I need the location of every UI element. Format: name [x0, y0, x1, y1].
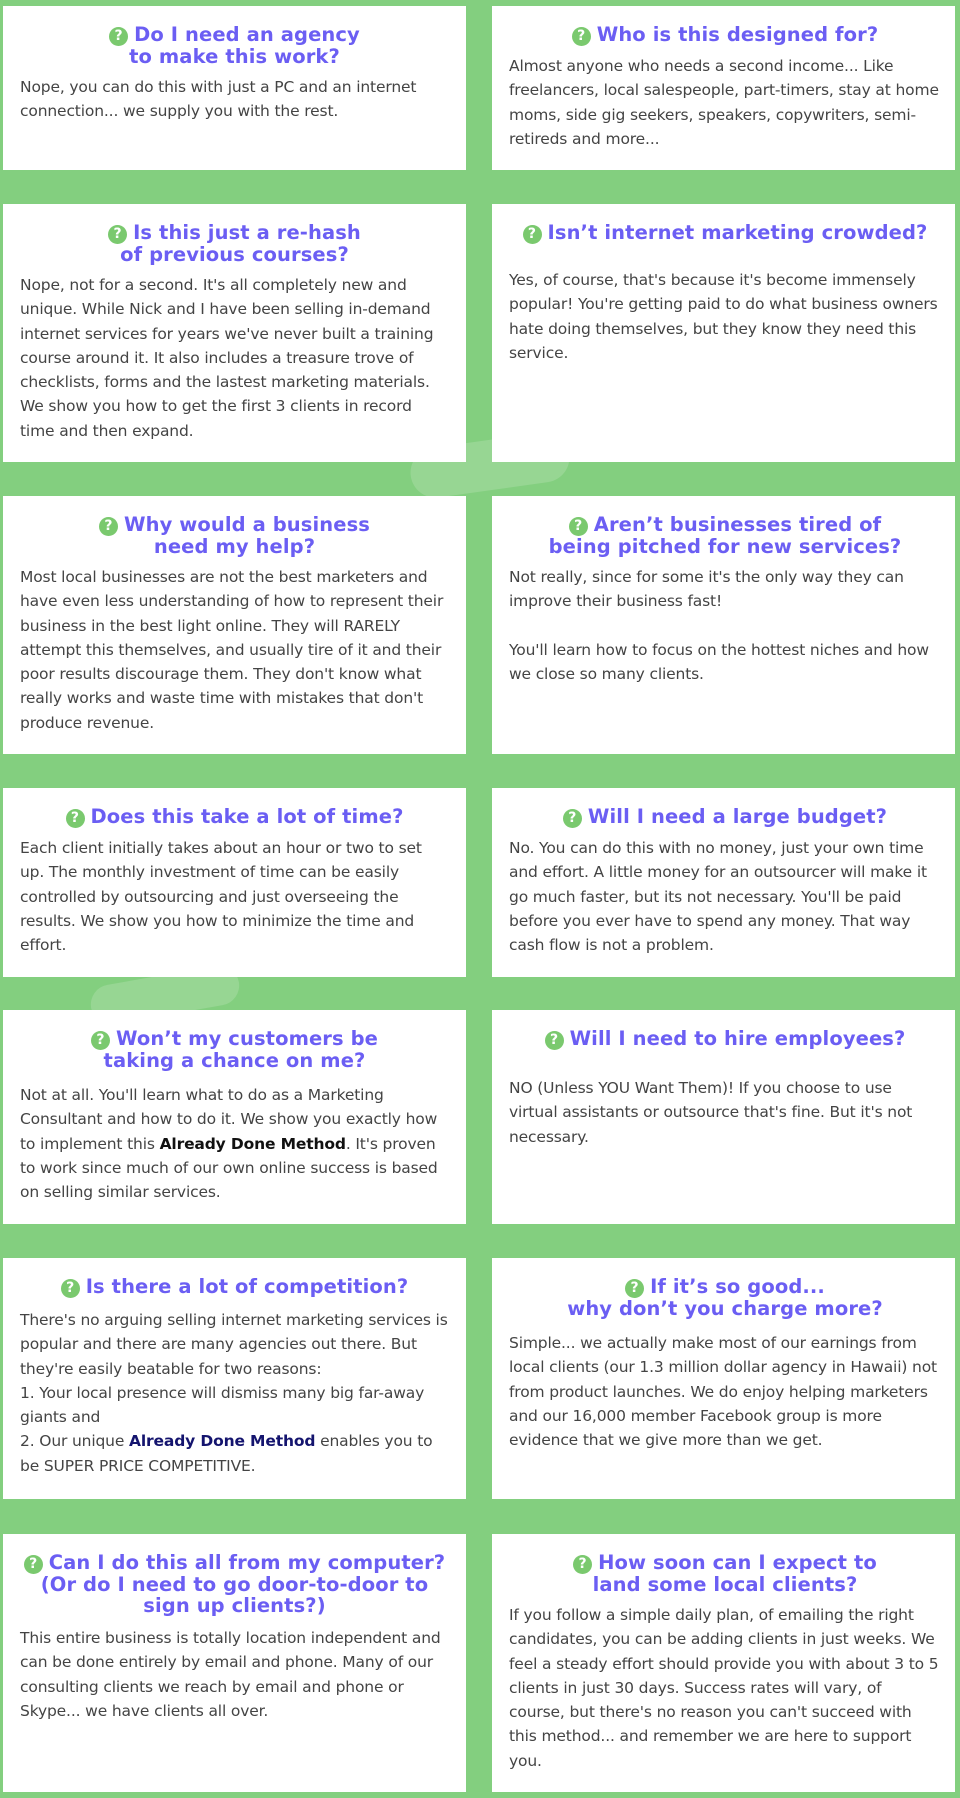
faq-question: ? Do I need an agency to make this work?	[20, 24, 449, 67]
faq-answer: Almost anyone who needs a second income... Like freelancers, local salespeople, part-timers, stay at home moms, side gig seekers, speakers, copywriters, semi-retireds and more...	[509, 57, 939, 148]
faq-question: ? Why would a business need my help?	[20, 514, 449, 557]
faq-answer: Not really, since for some it's the only way they can improve their business fast! You'll learn how to focus on the hottest niches and how we close so many clients.	[509, 568, 929, 683]
faq-question: ? Aren’t businesses tired of being pitched for new services?	[548, 513, 902, 558]
faq-answer: No. You can do this with no money, just your own time and effort. A little money for an outsourcer will make it go much faster, but its not necessary. You'll be paid before you ever have to spend any money. That way cash flow is not a problem.	[509, 839, 927, 955]
faq-card	[492, 1534, 955, 1792]
already-done-method-emphasis: Already Done Method	[129, 1432, 316, 1451]
faq-question: ? How soon can I expect to land some local clients?	[509, 1552, 941, 1595]
faq-card	[492, 788, 955, 977]
faq-answer: Each client initially takes about an hour or two to set up. The monthly investment of time can be easily controlled by outsourcing and just overseeing the results. We show you how to minimize the time and effort.	[20, 839, 422, 955]
faq-question: ? Can I do this all from my computer? (Or do I need to go door-to-door to sign up clients?)	[20, 1552, 449, 1616]
question-icon: ?	[109, 27, 128, 46]
faq-question: ? Won’t my customers be taking a chance on me?	[20, 1028, 449, 1071]
already-done-method-emphasis: Already Done Method	[159, 1134, 346, 1153]
faq-card	[492, 1258, 955, 1499]
question-icon: ?	[61, 1279, 80, 1298]
question-icon: ?	[572, 27, 591, 46]
question-icon: ?	[563, 809, 582, 828]
faq-answer: There's no arguing selling internet marketing services is popular and there are many agencies out there. But they're easily beatable for two reasons: 1. Your local presence will dismiss many big far-away giants and 2. Our unique Already Done Method enables you to be SUPER PRICE COMPETITIVE.	[20, 1311, 448, 1475]
faq-question: ? Will I need to hire employees?	[509, 1028, 941, 1050]
question-icon: ?	[99, 517, 118, 536]
faq-answer: Most local businesses are not the best marketers and have even less understanding of how to represent their business in the best light online. They will RARELY attempt this themselves, and usually tire of it and their poor results discourage them. They don't know what really works and waste time with mistakes that don't produce revenue.	[20, 568, 444, 732]
faq-card	[492, 1010, 955, 1224]
question-icon: ?	[625, 1279, 644, 1298]
question-icon: ?	[91, 1031, 110, 1050]
faq-answer: Simple... we actually make most of our earnings from local clients (our 1.3 million dollar agency in Hawaii) not from product launches. We do enjoy helping marketers and our 16,000 member Facebook group is more evidence that we give more than we get.	[509, 1334, 937, 1450]
question-icon: ?	[573, 1555, 592, 1574]
faq-answer: NO (Unless YOU Want Them)! If you choose to use virtual assistants or outsource that's fine. But it's not necessary.	[509, 1079, 913, 1146]
faq-question: ? Is this just a re-hash of previous courses?	[20, 222, 449, 265]
faq-card	[3, 496, 466, 754]
faq-question: ? If it’s so good... why don’t you charge more?	[567, 1275, 883, 1320]
question-icon: ?	[523, 225, 542, 244]
faq-question: ? Is there a lot of competition?	[20, 1276, 449, 1298]
faq-answer: If you follow a simple daily plan, of emailing the right candidates, you can be adding clients in just weeks. We feel a steady effort should provide you with about 3 to 5 clients in just 30 days. Success rates will vary, of course, but there's no reason you can't succeed with this method... and remember we are here to support you.	[509, 1606, 939, 1770]
question-icon: ?	[66, 809, 85, 828]
faq-answer: This entire business is totally location independent and can be done entirely by email and phone. Many of our consulting clients we reach by email and phone or Skype... we have clients all over.	[20, 1629, 441, 1720]
faq-card	[3, 204, 466, 462]
question-icon: ?	[569, 517, 588, 536]
question-icon: ?	[24, 1555, 43, 1574]
question-icon: ?	[108, 225, 127, 244]
faq-card	[492, 6, 955, 170]
faq-question: ? Isn’t internet marketing crowded?	[509, 222, 941, 244]
faq-answer: Not at all. You'll learn what to do as a Marketing Consultant and how to do it. We show you exactly how to implement this Already Done Method. It's proven to work since much of our own online success is based on selling similar services.	[20, 1086, 438, 1202]
faq-card	[492, 496, 955, 754]
faq-card	[3, 1010, 466, 1224]
faq-answer: Nope, you can do this with just a PC and an internet connection... we supply you with the rest.	[20, 78, 417, 121]
faq-answer: Yes, of course, that's because it's become immensely popular! You're getting paid to do what business owners hate doing themselves, but they know they need this service.	[509, 271, 938, 362]
faq-question: ? Who is this designed for?	[509, 24, 941, 46]
faq-card	[3, 1258, 466, 1499]
faq-answer: Nope, not for a second. It's all completely new and unique. While Nick and I have been selling in-demand internet services for years we've never built a training course around it. It also includes a treasure trove of checklists, forms and the lastest marketing materials. We show you how to get the first 3 clients in record time and then expand.	[20, 276, 434, 440]
faq-question: ? Will I need a large budget?	[509, 806, 941, 828]
question-icon: ?	[545, 1031, 564, 1050]
faq-card	[3, 1534, 466, 1792]
faq-card	[492, 204, 955, 462]
faq-question: ? Does this take a lot of time?	[20, 806, 449, 828]
faq-card	[3, 6, 466, 170]
faq-card	[3, 788, 466, 977]
